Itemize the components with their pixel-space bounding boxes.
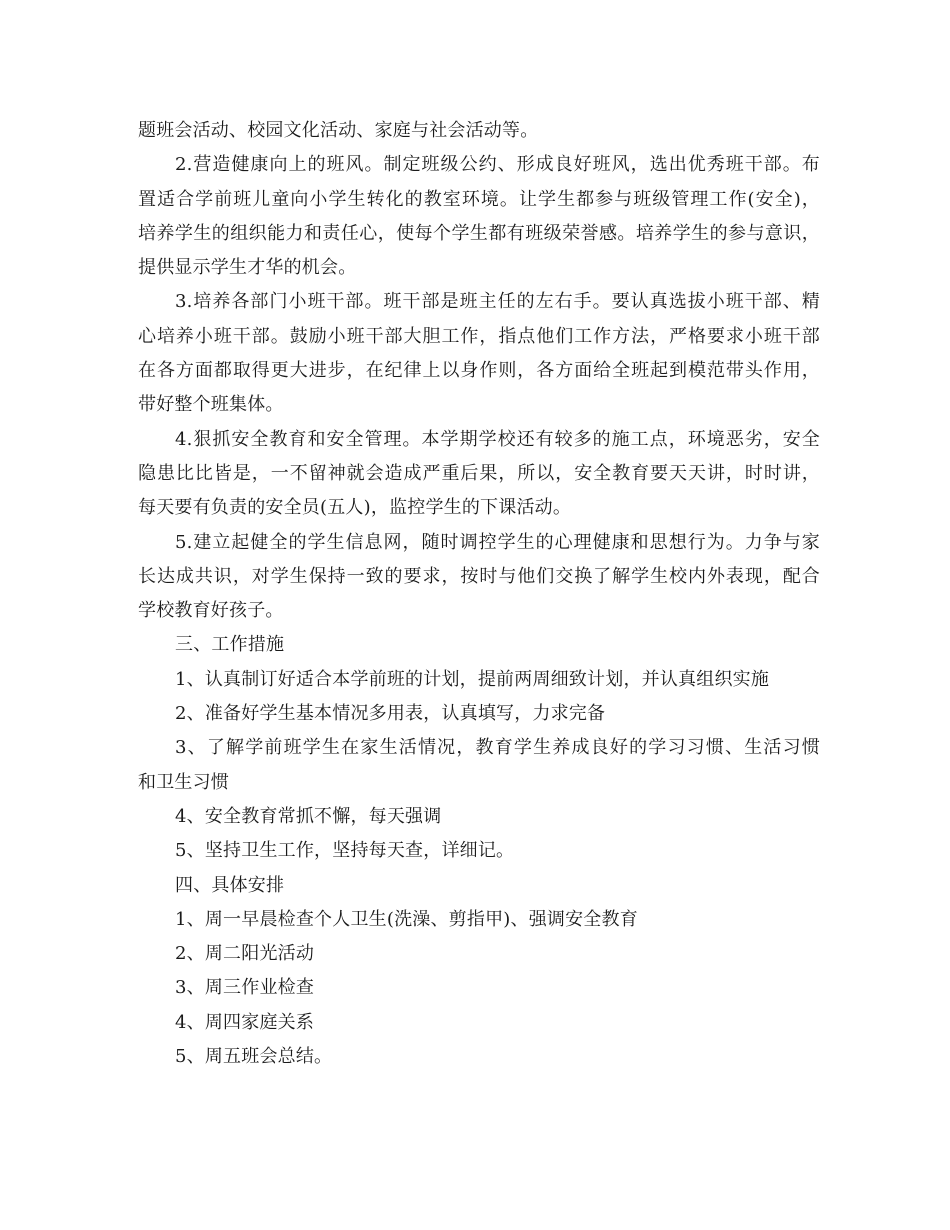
text-line: 长达成共识，对学生保持一致的要求，按时与他们交换了解学生校内外表现，配合 bbox=[138, 565, 820, 587]
text-line: 和卫生习惯 bbox=[138, 771, 229, 793]
text-line: 4.狠抓安全教育和安全管理。本学期学校还有较多的施工点，环境恶劣，安全 bbox=[175, 428, 820, 450]
text-line: 每天要有负责的安全员(五人)，监控学生的下课活动。 bbox=[138, 497, 572, 519]
text-line: 5、坚持卫生工作，坚持每天查，详细记。 bbox=[175, 840, 515, 862]
text-line: 1、周一早晨检查个人卫生(洗澡、剪指甲)、强调安全教育 bbox=[175, 908, 638, 930]
text-line: 学校教育好孩子。 bbox=[138, 600, 284, 622]
text-line: 5、周五班会总结。 bbox=[175, 1046, 333, 1068]
text-line: 心培养小班干部。鼓励小班干部大胆工作，指点他们工作方法，严格要求小班干部 bbox=[138, 325, 820, 347]
text-line: 5.建立起健全的学生信息网，随时调控学生的心理健康和思想行为。力争与家 bbox=[175, 531, 820, 553]
text-line: 题班会活动、校园文化活动、家庭与社会活动等。 bbox=[138, 120, 539, 141]
document-body bbox=[138, 114, 820, 1074]
text-line: 隐患比比皆是，一不留神就会造成严重后果，所以，安全教育要天天讲，时时讲， bbox=[138, 462, 820, 484]
text-line: 培养学生的组织能力和责任心，使每个学生都有班级荣誉感。培养学生的参与意识， bbox=[138, 222, 820, 244]
text-line: 四、具体安排 bbox=[175, 874, 285, 896]
text-line: 2、准备好学生基本情况多用表，认真填写，力求完备 bbox=[175, 703, 606, 725]
text-line: 1、认真制订好适合本学前班的计划，提前两周细致计划，并认真组织实施 bbox=[175, 668, 770, 690]
text-line: 在各方面都取得更大进步，在纪律上以身作则，各方面给全班起到模范带头作用， bbox=[138, 360, 820, 382]
text-line: 3、了解学前班学生在家生活情况，教育学生养成良好的学习习惯、生活习惯 bbox=[175, 737, 820, 759]
text-line: 带好整个班集体。 bbox=[138, 394, 284, 416]
text-line: 4、安全教育常抓不懈，每天强调 bbox=[175, 805, 442, 827]
text-line: 3、周三作业检查 bbox=[175, 977, 315, 999]
text-line: 三、工作措施 bbox=[175, 634, 285, 656]
text-line: 2、周二阳光活动 bbox=[175, 943, 315, 965]
text-line: 3.培养各部门小班干部。班干部是班主任的左右手。要认真选拔小班干部、精 bbox=[175, 291, 820, 313]
text-line: 4、周四家庭关系 bbox=[175, 1011, 315, 1033]
text-line: 置适合学前班儿童向小学生转化的教室环境。让学生都参与班级管理工作(安全)， bbox=[138, 188, 820, 210]
text-line: 2.营造健康向上的班风。制定班级公约、形成良好班风，选出优秀班干部。布 bbox=[175, 154, 820, 176]
text-line: 提供显示学生才华的机会。 bbox=[138, 257, 357, 279]
